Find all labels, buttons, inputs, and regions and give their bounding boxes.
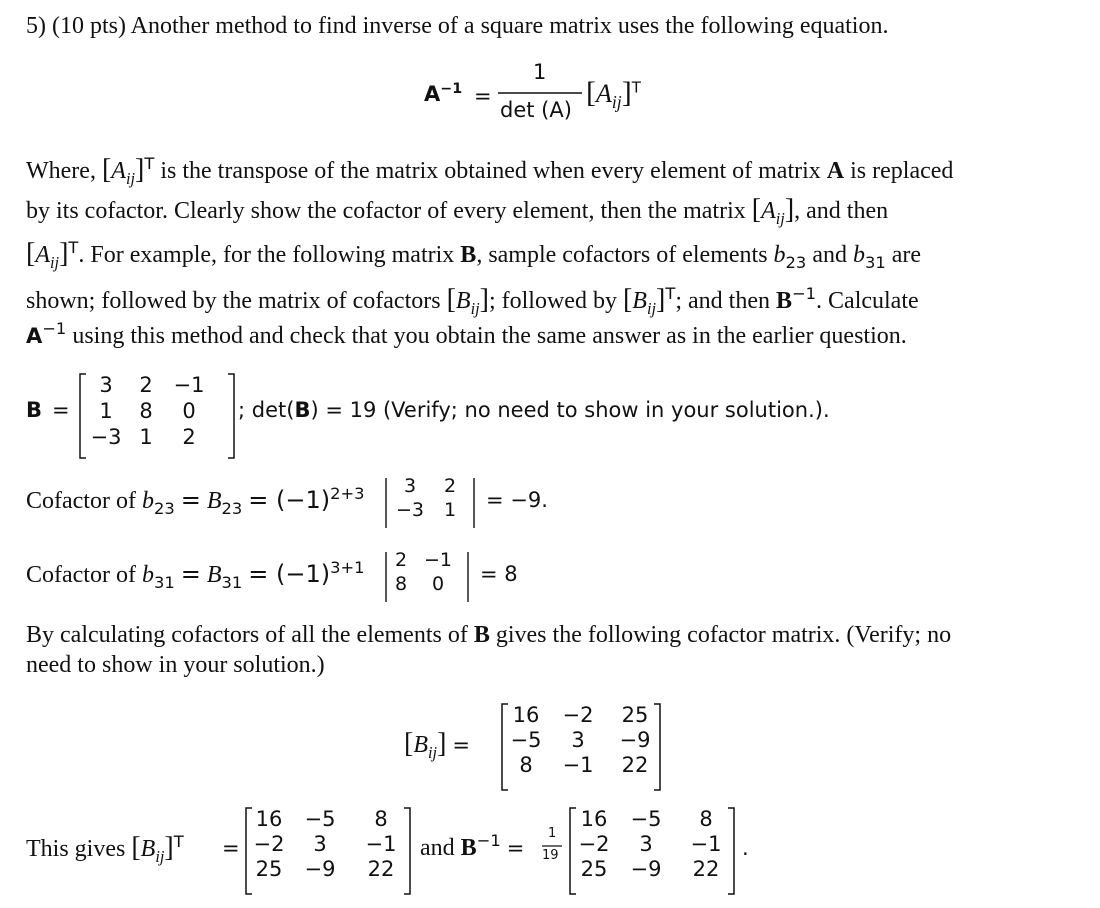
inverse-frac-den: 19 [542, 848, 559, 863]
para2-line-2: need to show in your solution.) [26, 652, 325, 678]
transpose-matrix [250, 807, 410, 881]
cofactor-b31-result: = 8 [480, 562, 518, 586]
matrix-cell: 16 [580, 807, 608, 831]
matrix-cell: −5 [630, 807, 662, 831]
matrix-cell: −5 [304, 807, 336, 831]
matrix-cell: 25 [580, 857, 608, 881]
matrix-cell: 8 [394, 573, 408, 595]
matrix-b-label: B [26, 398, 43, 422]
matrix-cell: −2 [562, 703, 594, 727]
matrix-cell: 22 [621, 753, 649, 777]
matrix-cell: 1 [139, 425, 153, 449]
matrix-cell: −3 [90, 425, 122, 449]
matrix-cell: 25 [621, 703, 649, 727]
matrix-cell: −1 [690, 832, 722, 856]
matrix-cell: 22 [367, 857, 395, 881]
matrix-cell: 3 [571, 728, 585, 752]
matrix-cell: −1 [423, 549, 452, 571]
matrix-cell: 3 [639, 832, 653, 856]
formula-eq: = [474, 84, 492, 108]
matrix-cell: −1 [562, 753, 594, 777]
inverse-end: . [742, 836, 749, 860]
matrix-b [86, 373, 212, 449]
matrix-cell: −5 [510, 728, 542, 752]
para-line-3: $[A_{ij}]^T$. For example, for the following matrix B, sample cofactors of elements $b_{23}$ and $b_{31}$ are [26, 238, 922, 272]
matrix-cell: 16 [512, 703, 540, 727]
cofactor-b23-result: = −9. [486, 488, 548, 512]
matrix-cell: −9 [619, 728, 651, 752]
formula-rhs: $[A_{ij}]^T$ [586, 76, 641, 113]
matrix-cell: 2 [443, 475, 457, 497]
cofactor-b23-minor [390, 474, 470, 522]
inverse-frac-bar [542, 845, 562, 847]
matrix-cell: 8 [374, 807, 388, 831]
para2-line-1: By calculating cofactors of all the elements of B gives the following cofactor matrix. (Verify; no [26, 622, 952, 648]
matrix-cell: 2 [394, 549, 408, 571]
formula-lhs: $A^{-1}$ [424, 81, 463, 106]
cof-matrix-label: $[B_{ij}]$ = [404, 728, 471, 762]
cofactor-b23: Cofactor of $b_{23} = B_{23} = (-1)^{2+3}$ [26, 484, 365, 518]
para-line-1: Where, $[A_{ij}]^T$ is the transpose of the matrix obtained when every element of matrix A is replaced [26, 154, 954, 188]
formula-numerator: 1 [533, 60, 547, 84]
matrix-cell: 1 [443, 499, 457, 521]
para-line-4: shown; followed by the matrix of cofactors $[B_{ij}]$; followed by $[B_{ij}]^T$; and then $B^{-1}$. Calculate [26, 284, 919, 318]
matrix-cell: 8 [519, 753, 533, 777]
matrix-cell: −9 [304, 857, 336, 881]
cofactor-b31-minor [386, 548, 460, 596]
matrix-cell: −9 [630, 857, 662, 881]
matrix-cell: 8 [139, 399, 153, 423]
matrix-cell: 2 [182, 425, 196, 449]
problem-heading: 5) (10 pts) Another method to find inverse of a square matrix uses the following equation. [26, 13, 889, 39]
para-line-5: $A^{-1}$ using this method and check that you obtain the same answer as in the earlier question. [26, 319, 907, 349]
matrix-cell: 2 [139, 373, 153, 397]
formula-fraction-bar [498, 92, 582, 94]
transpose-label: This gives $[B_{ij}]^T$ [26, 832, 184, 866]
matrix-cell: 22 [692, 857, 720, 881]
cof-matrix [506, 703, 660, 777]
matrix-cell: 16 [255, 807, 283, 831]
matrix-cell: −3 [395, 499, 424, 521]
matrix-cell: −2 [578, 832, 610, 856]
cofactor-b31: Cofactor of $b_{31} = B_{31} = (-1)^{3+1}$ [26, 558, 365, 592]
matrix-cell: −1 [173, 373, 205, 397]
matrix-cell: 1 [99, 399, 113, 423]
matrix-cell: −1 [365, 832, 397, 856]
matrix-cell: 25 [255, 857, 283, 881]
transpose-eq: = [222, 836, 240, 860]
formula-denominator: det (A) [500, 98, 572, 122]
matrix-cell: 3 [403, 475, 417, 497]
matrix-cell: 3 [313, 832, 327, 856]
matrix-cell: 3 [99, 373, 113, 397]
matrix-b-eq: = [52, 398, 70, 422]
det-b-statement: ; det(B) = 19 (Verify; no need to show in your solution.). [238, 398, 830, 422]
inverse-label: and $B^{-1}$ = [420, 831, 525, 861]
matrix-cell: −2 [253, 832, 285, 856]
para-line-2: by its cofactor. Clearly show the cofactor of every element, then the matrix $[A_{ij}]$, and then [26, 194, 889, 228]
matrix-cell: 0 [431, 573, 445, 595]
inverse-matrix [574, 807, 734, 881]
inverse-frac-num: 1 [548, 826, 557, 841]
matrix-cell: 8 [699, 807, 713, 831]
matrix-cell: 0 [182, 399, 196, 423]
